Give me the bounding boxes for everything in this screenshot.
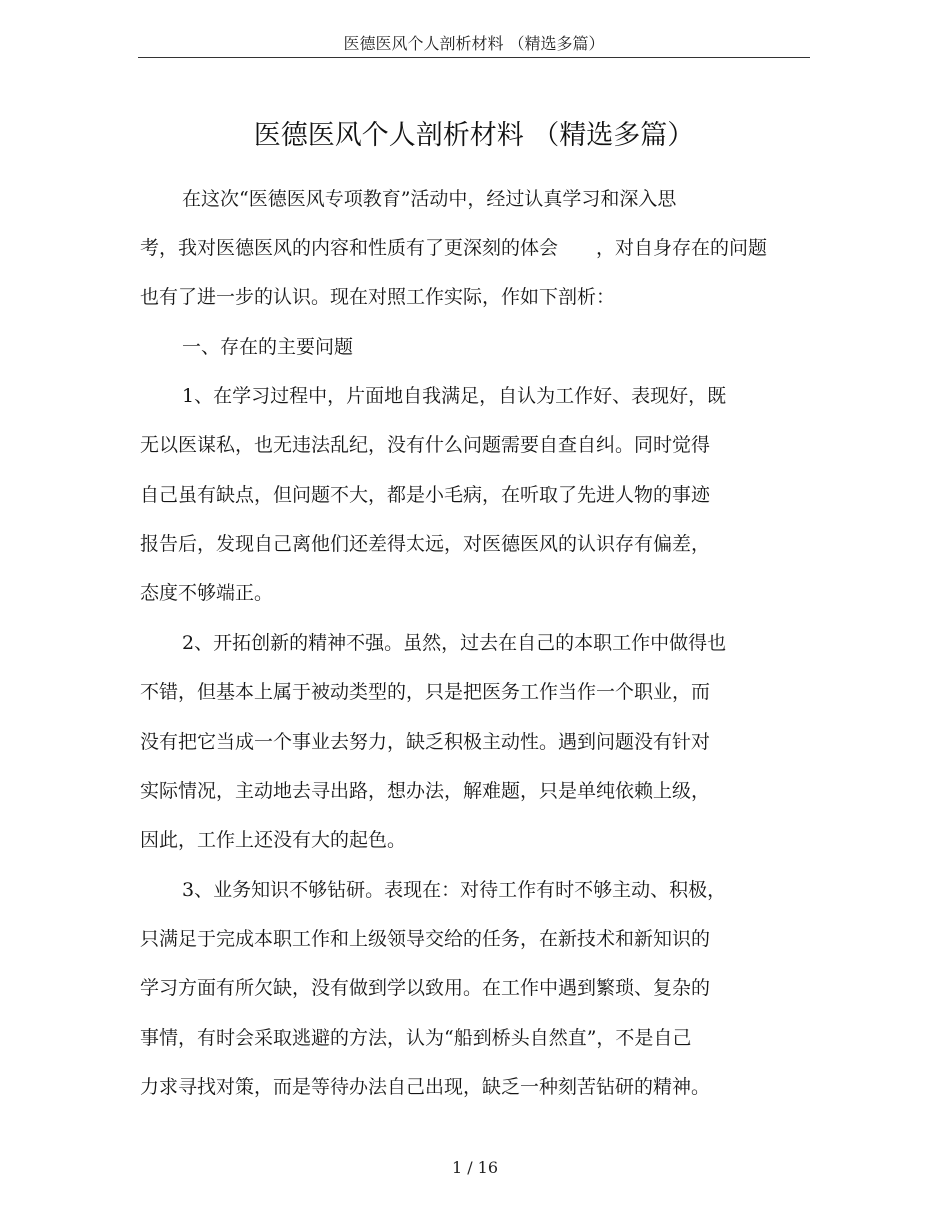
paragraph-line: 无以医谋私，也无违法乱纪，没有什么问题需要自查自纠。同时觉得 bbox=[140, 434, 711, 456]
paragraph-line: 只满足于完成本职工作和上级领导交给的任务，在新技术和新知识的 bbox=[140, 928, 711, 950]
page-number: 1 / 16 bbox=[451, 1158, 499, 1177]
paragraph-line: 3、业务知识不够钻研。表现在：对待工作有时不够主动、积极， bbox=[182, 879, 727, 901]
running-header: 医德医风个人剖析材料 （精选多篇） bbox=[343, 34, 605, 53]
document-title: 医德医风个人剖析材料 （精选多篇） bbox=[253, 120, 695, 151]
header-divider bbox=[138, 57, 810, 58]
paragraph-line: 在这次“医德医风专项教育”活动中，经过认真学习和深入思 bbox=[182, 188, 677, 210]
paragraph-line: 自己虽有缺点，但问题不大，都是小毛病，在听取了先进人物的事迹 bbox=[140, 484, 711, 506]
paragraph-line: 也有了进一步的认识。现在对照工作实际，作如下剖析： bbox=[140, 286, 616, 308]
paragraph-line: 没有把它当成一个事业去努力，缺乏积极主动性。遇到问题没有针对 bbox=[140, 731, 711, 753]
paragraph-line: 力求寻找对策，而是等待办法自己出现，缺乏一种刻苦钻研的精神。 bbox=[140, 1076, 711, 1098]
paragraph-line: 2、开拓创新的精神不强。虽然，过去在自己的本职工作中做得也 bbox=[182, 632, 727, 654]
paragraph-line: 事情，有时会采取逃避的方法，认为“船到桥头自然直”，不是自己 bbox=[140, 1027, 692, 1049]
paragraph-line: 态度不够端正。 bbox=[140, 582, 274, 604]
paragraph-line: 因此，工作上还没有大的起色。 bbox=[140, 829, 407, 851]
paragraph-line: 实际情况，主动地去寻出路，想办法，解难题，只是单纯依赖上级， bbox=[140, 780, 711, 802]
paragraph-line: 1、在学习过程中，片面地自我满足，自认为工作好、表现好，既 bbox=[182, 385, 727, 407]
paragraph-line: 报告后，发现自己离他们还差得太远，对医德医风的认识存有偏差， bbox=[140, 533, 711, 555]
paragraph-line: 学习方面有所欠缺，没有做到学以致用。在工作中遇到繁琐、复杂的 bbox=[140, 977, 711, 999]
section-heading: 一、存在的主要问题 bbox=[182, 336, 354, 358]
paragraph-line: 考，我对医德医风的内容和性质有了更深刻的体会 ，对自身存在的问题 bbox=[140, 237, 768, 259]
paragraph-line: 不错，但基本上属于被动类型的，只是把医务工作当作一个职业，而 bbox=[140, 681, 711, 703]
